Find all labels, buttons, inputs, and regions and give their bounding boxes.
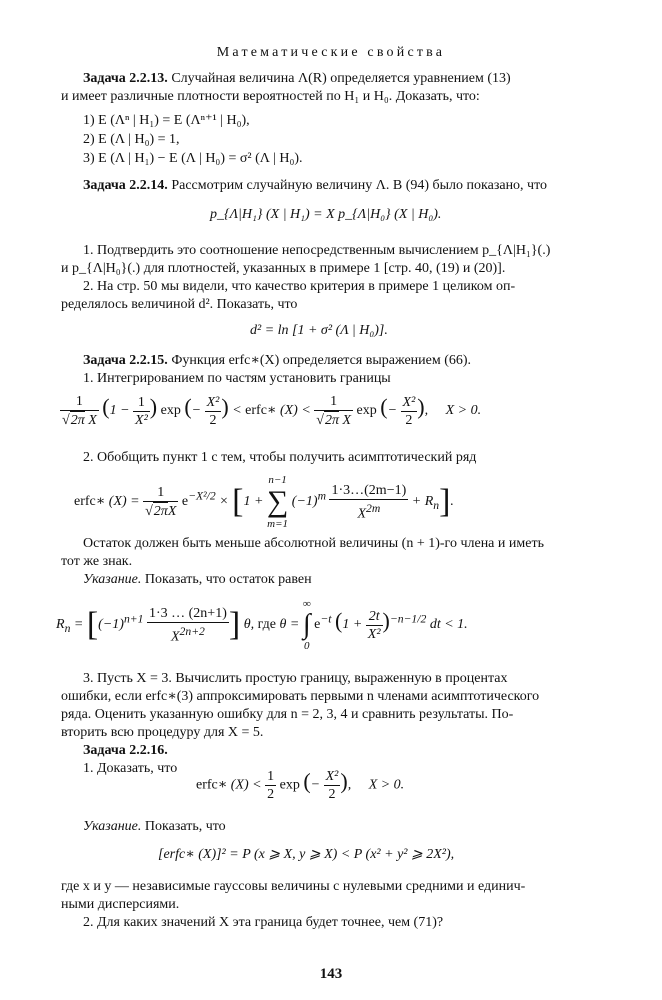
equation-94: p_{Λ|H₁} (X | H₁) = X p_{Λ|H₀} (X | H₀). — [210, 207, 442, 222]
equation-remainder: $R_n = [(-1)^{n+1}$ $\frac{1\cdot 3 \dots (2n+1)}{X^{2n+2}}$ ] θ, где θ = ∞ ∫ 0 $e^{-t}$ (1 + $\frac{2t}{\text{X²}}$ )$^{-n-1/2}$ dt < 1. — [56, 598, 468, 652]
p16-text-1: 1. Доказать, что — [83, 761, 178, 776]
equation-erfc-bound: erfc∗ (X) < $\frac{1}{2}$ exp (− $\frac{\text{X²}}{2}$ ), X > 0. — [196, 768, 405, 802]
problem-14-line1: Задача 2.2.14. Рассмотрим случайную величину Λ. В (94) было показано, что — [83, 178, 548, 193]
p14-text-4: ределялось величиной d². Показать, что — [61, 297, 298, 312]
problem-13-line1: Задача 2.2.13. Случайная величина Λ(R) определяется уравнением (13) — [83, 71, 511, 86]
item-3: 3) E (Λ | H₁) − E (Λ | H₀) = σ² (Λ | H₀). — [83, 151, 303, 166]
item-1: 1) E (Λⁿ | H₁) = E (Λⁿ⁺¹ | H₀), — [83, 113, 250, 128]
p16-text-2: где x и y — независимые гауссовы величины с нулевыми средними и единич- — [61, 879, 526, 894]
p16-hint-line: Указание. Показать, что — [83, 819, 226, 834]
problem-15-line1: Задача 2.2.15. Функция erfc∗(X) определяется выражением (66). — [83, 353, 472, 368]
p14-text-1: 1. Подтвердить это соотношение непосредственным вычислением p_{Λ|H₁}(.) — [83, 243, 551, 258]
p16-text-3: ными дисперсиями. — [61, 897, 180, 912]
page-number: 143 — [319, 966, 343, 982]
problem-16-label: Задача 2.2.16. — [83, 743, 168, 758]
problem-15-label: Задача 2.2.15. — [83, 353, 168, 368]
running-header: Математические свойства — [216, 45, 446, 60]
p15-text-2: Остаток должен быть меньше абсолютной величины (n + 1)-го члена и иметь — [83, 536, 544, 551]
problem-13-label: Задача 2.2.13. — [83, 71, 168, 86]
hint-label-2: Указание. — [83, 819, 142, 834]
p14-text-2: и p_{Λ|H₀}(.) для плотностей, указанных в примере 1 [стр. 40, (19) и (20)]. — [61, 261, 506, 276]
p15-text-3: тот же знак. — [61, 554, 133, 569]
equation-d2: d² = ln [1 + σ² (Λ | H₀)]. — [250, 323, 388, 338]
problem-13-line2: и имеет различные плотности вероятностей по H₁ и H₀. Доказать, что: — [61, 89, 480, 104]
p15-hint-line: Указание. Показать, что остаток равен — [83, 572, 312, 587]
problem-15-line2: 1. Интегрированием по частям установить границы — [83, 371, 391, 386]
equation-bounds: $\frac{1}{\text{√2π X}}$ (1 − $\frac{1}{\text{X²}}$ ) exp (− $\frac{\text{X²}}{2}$ ) < erfc∗ (X) < $\frac{1}{\text{√2π X}}$ exp (− $\frac{\text{X²}}{2}$ ), X > 0. — [62, 394, 482, 428]
p15-text-1: 2. Обобщить пункт 1 с тем, чтобы получить асимптотический ряд — [83, 450, 477, 465]
p16-text-4: 2. Для каких значений X эта граница будет точнее, чем (71)? — [83, 915, 444, 930]
hint-label: Указание. — [83, 572, 142, 587]
p15-text-6: ряда. Оценить указанную ошибку для n = 2, 3, 4 и сравнить результаты. По- — [61, 707, 514, 722]
equation-probability: [erfc∗ (X)]² = P (x ⩾ X, y ⩾ X) < P (x² + y² ⩾ 2X²), — [158, 847, 455, 862]
equation-asymptotic-series: erfc∗ (X) = $\frac{1}{√2\pi X}$ $e^{-X^2/2} \times [1 + n-1$ ∑ m=1 $(-1)^m$ $\frac{1\cdot 3\dots(2m-1)}{X^{2m}}$ + $R_n$]. — [74, 474, 454, 530]
p15-text-4: 3. Пусть X = 3. Вычислить простую границу, выраженную в процентах — [83, 671, 508, 686]
item-2: 2) E (Λ | H₀) = 1, — [83, 132, 180, 147]
p14-text-3: 2. На стр. 50 мы видели, что качество критерия в примере 1 целиком оп- — [83, 279, 516, 294]
problem-14-label: Задача 2.2.14. — [83, 178, 168, 193]
p15-text-7: вторить всю процедуру для X = 5. — [61, 725, 264, 740]
p15-text-5: ошибки, если erfc∗(3) аппроксимировать первыми n членами асимптотического — [61, 689, 540, 704]
